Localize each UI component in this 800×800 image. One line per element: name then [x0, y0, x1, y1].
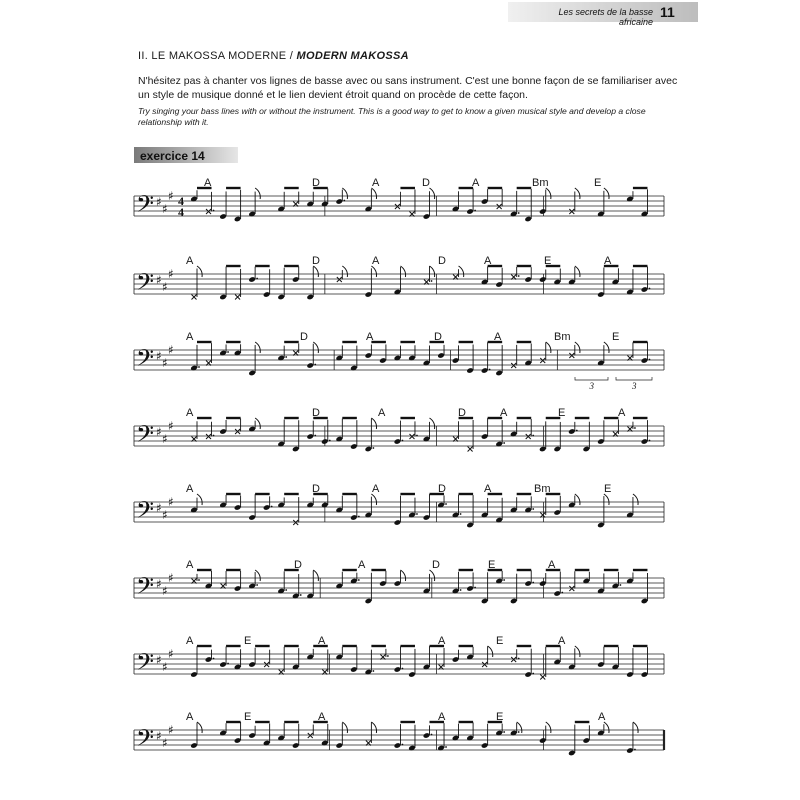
chord-symbol: A: [366, 331, 374, 343]
chord-symbol: D: [438, 255, 446, 267]
note-flag: [575, 646, 580, 657]
note-flag: [575, 266, 580, 277]
key-signature-sharp: ♯: [168, 495, 174, 509]
note-flag: [575, 494, 580, 505]
augmentation-dot: [227, 351, 229, 353]
augmentation-dot: [213, 210, 215, 212]
chord-symbol: E: [604, 483, 612, 495]
key-signature-sharp: ♯: [156, 653, 162, 667]
tuplet-bracket: [575, 377, 608, 380]
tuplet-number: 3: [589, 381, 594, 391]
note-flag: [400, 266, 405, 277]
staff-system-2: [134, 255, 664, 301]
page-number: 11: [660, 4, 675, 20]
note-flag: [255, 418, 260, 429]
augmentation-dot: [503, 731, 505, 733]
chord-symbol: A: [494, 331, 502, 343]
augmentation-dot: [271, 506, 273, 508]
chord-symbol: A: [500, 407, 508, 419]
chord-symbol: E: [496, 711, 504, 723]
ghost-note-head: [235, 429, 240, 434]
time-signature-numerator: 4: [178, 194, 184, 208]
chord-symbol: A: [318, 711, 326, 723]
augmentation-dot: [518, 212, 520, 214]
augmentation-dot: [518, 731, 520, 733]
note-flag: [197, 722, 202, 733]
note-flag: [255, 342, 260, 353]
note-flag: [459, 266, 464, 277]
note-flag: [400, 570, 405, 581]
note-flag: [197, 266, 202, 277]
augmentation-dot: [634, 427, 636, 429]
note-flag: [313, 342, 318, 353]
book-title: Les secrets de la basse africaine: [558, 7, 653, 27]
chord-symbol: A: [186, 711, 194, 723]
augmentation-dot: [532, 582, 534, 584]
augmentation-dot: [402, 668, 404, 670]
ghost-note-head: [235, 295, 240, 300]
augmentation-dot: [256, 278, 258, 280]
note-flag: [255, 570, 260, 581]
ghost-note-head: [511, 363, 516, 368]
augmentation-dot: [474, 587, 476, 589]
augmentation-dot: [358, 579, 360, 581]
augmentation-dot: [213, 658, 215, 660]
chord-symbol: D: [434, 331, 442, 343]
chord-symbol: A: [598, 711, 606, 723]
key-signature-sharp: ♯: [156, 425, 162, 439]
ghost-note-head: [395, 204, 400, 209]
augmentation-dot: [474, 210, 476, 212]
ghost-note-head: [337, 277, 342, 282]
staff-system-7: [134, 635, 664, 681]
chord-symbol: A: [186, 255, 194, 267]
time-signature-denominator: 4: [178, 205, 184, 219]
chord-symbol: A: [548, 559, 556, 571]
augmentation-dot: [431, 734, 433, 736]
note-flag: [371, 494, 376, 505]
chord-symbol: A: [186, 559, 194, 571]
key-signature-sharp: ♯: [162, 660, 168, 674]
key-signature-sharp: ♯: [162, 356, 168, 370]
bass-clef: 𝄢: [136, 496, 155, 529]
bass-clef: 𝄢: [136, 190, 155, 223]
ghost-note-head: [511, 657, 516, 662]
augmentation-dot: [285, 356, 287, 358]
chord-symbol: E: [612, 331, 620, 343]
note-flag: [575, 188, 580, 199]
augmentation-dot: [314, 364, 316, 366]
note-flag: [313, 570, 318, 581]
section-heading-french: II. LE MAKOSSA MODERNE: [138, 50, 287, 62]
key-signature-sharp: ♯: [168, 189, 174, 203]
augmentation-dot: [402, 440, 404, 442]
augmentation-dot: [518, 275, 520, 277]
chord-symbol: D: [300, 331, 308, 343]
chord-symbol: A: [372, 483, 380, 495]
chord-symbol: E: [244, 711, 252, 723]
augmentation-dot: [227, 663, 229, 665]
chord-symbol: A: [204, 177, 212, 189]
ghost-note-head: [569, 353, 574, 358]
chord-symbol: A: [618, 407, 626, 419]
augmentation-dot: [460, 513, 462, 515]
augmentation-dot: [372, 447, 374, 449]
augmentation-dot: [213, 435, 215, 437]
ghost-note-head: [569, 209, 574, 214]
augmentation-dot: [416, 435, 418, 437]
note-flag: [546, 722, 551, 733]
chord-symbol: E: [558, 407, 566, 419]
key-signature-sharp: ♯: [162, 736, 168, 750]
augmentation-dot: [561, 592, 563, 594]
tuplet-number: 3: [632, 381, 637, 391]
augmentation-dot: [198, 579, 200, 581]
key-signature-sharp: ♯: [162, 202, 168, 216]
augmentation-dot: [634, 749, 636, 751]
chord-symbol: D: [312, 407, 320, 419]
chord-symbol: E: [544, 255, 552, 267]
key-signature-sharp: ♯: [156, 349, 162, 363]
chord-symbol: D: [312, 177, 320, 189]
chord-symbol: A: [378, 407, 386, 419]
key-signature-sharp: ♯: [156, 577, 162, 591]
note-flag: [197, 494, 202, 505]
chord-symbol: E: [244, 635, 252, 647]
chord-symbol: D: [438, 483, 446, 495]
tuplet-bracket: [616, 377, 652, 380]
chord-symbol: A: [604, 255, 612, 267]
augmentation-dot: [649, 440, 651, 442]
note-flag: [488, 646, 493, 657]
note-flag: [255, 188, 260, 199]
augmentation-dot: [285, 589, 287, 591]
key-signature-sharp: ♯: [156, 729, 162, 743]
chord-symbol: Bm: [534, 483, 551, 495]
ghost-note-head: [569, 586, 574, 591]
chord-symbol: Bm: [532, 177, 549, 189]
key-signature-sharp: ♯: [162, 280, 168, 294]
augmentation-dot: [620, 584, 622, 586]
note-flag: [371, 266, 376, 277]
note-flag: [430, 188, 435, 199]
ghost-note-head: [540, 675, 545, 680]
ghost-note-head: [497, 204, 502, 209]
staff-system-8: [134, 711, 664, 757]
chord-symbol: A: [186, 483, 194, 495]
ghost-note-head: [206, 434, 211, 439]
ghost-note-head: [540, 358, 545, 363]
note-flag: [342, 722, 347, 733]
note-flag: [604, 722, 609, 733]
augmentation-dot: [532, 508, 534, 510]
ghost-note-head: [409, 434, 414, 439]
key-signature-sharp: ♯: [156, 273, 162, 287]
chord-symbol: D: [312, 255, 320, 267]
augmentation-dot: [329, 440, 331, 442]
section-heading-separator: /: [289, 50, 294, 62]
augmentation-dot: [460, 589, 462, 591]
intro-paragraph-french: N'hésitez pas à chanter vos lignes de basse avec ou sans instrument. C'est une bonne façon de se familiariser avec un style de musique donné et le lien devient étroit quand on procède de cette façon.: [138, 75, 678, 101]
chord-symbol: A: [558, 635, 566, 647]
chord-symbol: A: [484, 255, 492, 267]
augmentation-dot: [256, 584, 258, 586]
ghost-note-head: [526, 434, 531, 439]
chord-symbol: E: [594, 177, 602, 189]
key-signature-sharp: ♯: [168, 571, 174, 585]
key-signature-sharp: ♯: [168, 267, 174, 281]
chord-symbol: A: [438, 711, 446, 723]
note-flag: [604, 188, 609, 199]
note-flag: [371, 188, 376, 199]
chord-symbol: A: [186, 331, 194, 343]
note-flag: [430, 418, 435, 429]
chord-symbol: D: [294, 559, 302, 571]
augmentation-dot: [576, 430, 578, 432]
exercise-label: exercice 14: [140, 149, 205, 163]
augmentation-dot: [343, 200, 345, 202]
note-flag: [604, 342, 609, 353]
ghost-note-head: [293, 520, 298, 525]
bass-clef: 𝄢: [136, 268, 155, 301]
ghost-note-head: [264, 662, 269, 667]
note-flag: [633, 722, 638, 733]
augmentation-dot: [387, 655, 389, 657]
bass-clef: 𝄢: [136, 572, 155, 605]
chord-symbol: D: [312, 483, 320, 495]
chord-symbol: A: [186, 407, 194, 419]
chord-symbol: A: [472, 177, 480, 189]
key-signature-sharp: ♯: [162, 584, 168, 598]
note-flag: [546, 188, 551, 199]
note-flag: [633, 494, 638, 505]
augmentation-dot: [314, 435, 316, 437]
chord-symbol: A: [438, 635, 446, 647]
augmentation-dot: [518, 658, 520, 660]
key-signature-sharp: ♯: [168, 723, 174, 737]
augmentation-dot: [532, 673, 534, 675]
ghost-note-head: [192, 295, 197, 300]
chord-symbol: A: [358, 559, 366, 571]
section-heading-english: MODERN MAKOSSA: [296, 50, 409, 62]
note-flag: [575, 342, 580, 353]
note-flag: [342, 266, 347, 277]
key-signature-sharp: ♯: [168, 647, 174, 661]
augmentation-dot: [416, 513, 418, 515]
chord-symbol: D: [422, 177, 430, 189]
staff-system-1: [134, 177, 664, 223]
augmentation-dot: [445, 503, 447, 505]
chord-symbol: A: [372, 255, 380, 267]
augmentation-dot: [402, 744, 404, 746]
chord-symbol: E: [488, 559, 496, 571]
bass-clef: 𝄢: [136, 420, 155, 453]
bass-clef: 𝄢: [136, 648, 155, 681]
bass-clef: 𝄢: [136, 724, 155, 757]
staff-system-3: [134, 331, 664, 391]
note-flag: [371, 722, 376, 733]
ghost-note-head: [482, 662, 487, 667]
augmentation-dot: [372, 670, 374, 672]
bass-clef: 𝄢: [136, 344, 155, 377]
augmentation-dot: [300, 594, 302, 596]
key-signature-sharp: ♯: [162, 432, 168, 446]
intro-paragraph-english: Try singing your bass lines with or without the instrument. This is a good way to get to know a given musical style and develop a close relationship with it.: [138, 106, 646, 127]
staff-system-4: [134, 407, 664, 453]
chord-symbol: Bm: [554, 331, 571, 343]
augmentation-dot: [503, 579, 505, 581]
key-signature-sharp: ♯: [156, 501, 162, 515]
key-signature-sharp: ♯: [168, 419, 174, 433]
augmentation-dot: [489, 369, 491, 371]
augmentation-dot: [445, 746, 447, 748]
staff-system-6: [134, 559, 664, 605]
note-flag: [604, 494, 609, 505]
key-signature-sharp: ♯: [156, 195, 162, 209]
chord-symbol: A: [484, 483, 492, 495]
augmentation-dot: [532, 435, 534, 437]
augmentation-dot: [649, 359, 651, 361]
augmentation-dot: [431, 280, 433, 282]
note-flag: [546, 342, 551, 353]
chord-symbol: D: [458, 407, 466, 419]
augmentation-dot: [358, 516, 360, 518]
note-flag: [371, 418, 376, 429]
ghost-note-head: [206, 209, 211, 214]
note-flag: [313, 266, 318, 277]
staff-system-5: [134, 483, 664, 529]
chord-symbol: D: [432, 559, 440, 571]
note-flag: [430, 266, 435, 277]
chord-symbol: A: [186, 635, 194, 647]
augmentation-dot: [649, 288, 651, 290]
chord-symbol: A: [372, 177, 380, 189]
note-flag: [342, 188, 347, 199]
chord-symbol: E: [496, 635, 504, 647]
augmentation-dot: [503, 442, 505, 444]
chord-symbol: A: [318, 635, 326, 647]
ghost-note-head: [308, 733, 313, 738]
ghost-note-head: [468, 447, 473, 452]
key-signature-sharp: ♯: [162, 508, 168, 522]
key-signature-sharp: ♯: [168, 343, 174, 357]
augmentation-dot: [198, 366, 200, 368]
